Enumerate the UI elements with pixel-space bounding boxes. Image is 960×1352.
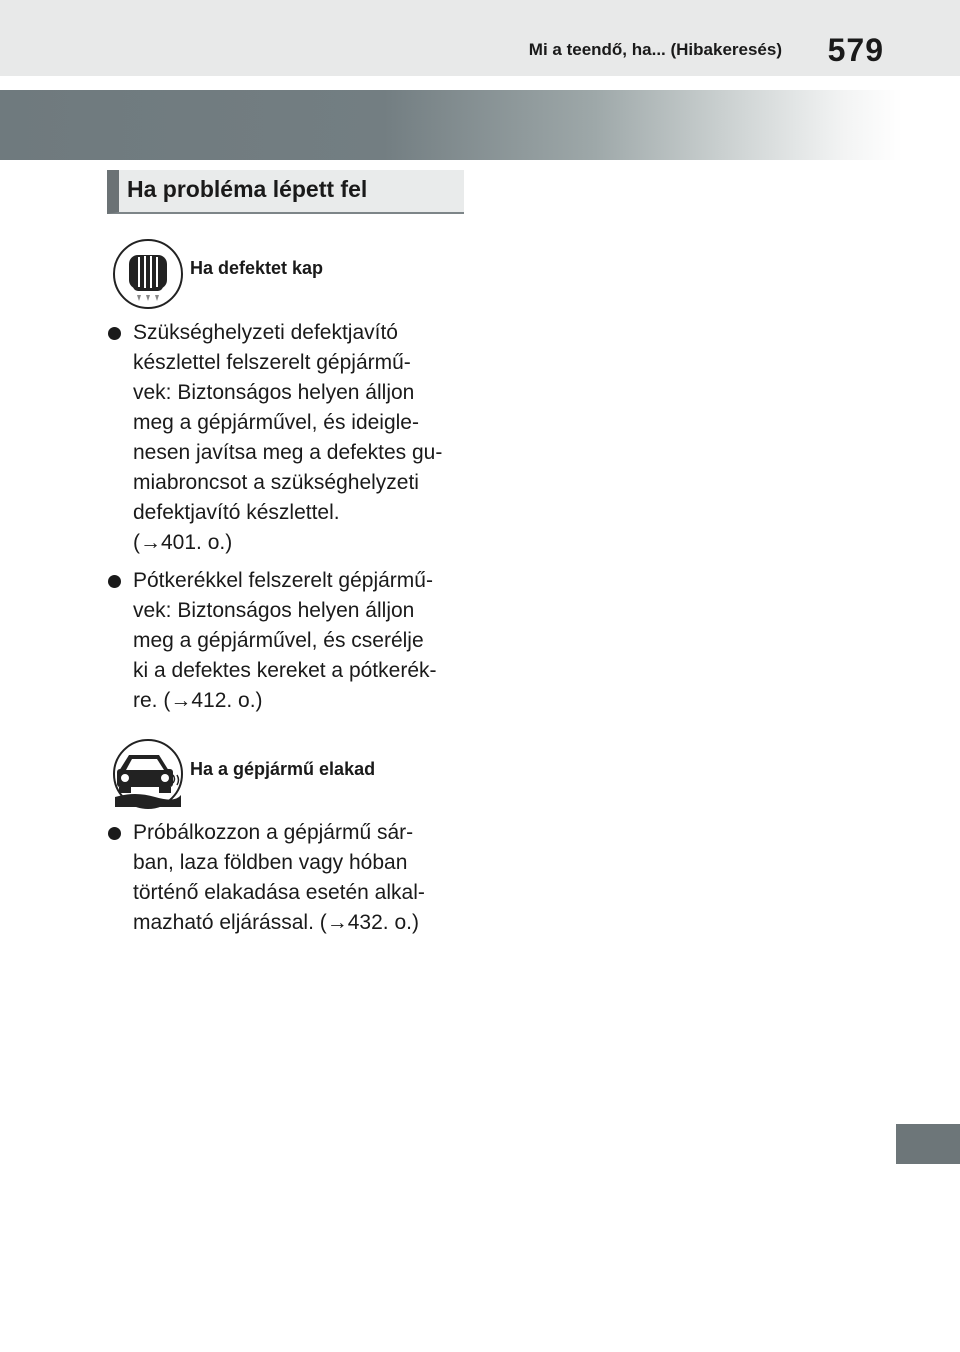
text-line: defektjavító készlettel. — [133, 501, 340, 524]
text-line: Próbálkozzon a gépjármű sár- — [133, 821, 414, 844]
text-line: ki a defektes kereket a pótkerék- — [133, 659, 437, 682]
chapter-tab[interactable] — [896, 1124, 960, 1164]
page-reference: (→401. o.) — [133, 531, 233, 554]
text-line: mazható eljárással. (→432. o.) — [133, 911, 419, 934]
text-line: meg a gépjárművel, és ideigle- — [133, 411, 419, 434]
flat-tire-heading: Ha defektet kap — [190, 258, 324, 278]
text-line: Szükséghelyzeti defektjavító — [133, 321, 398, 344]
bullet-text — [133, 318, 468, 558]
section-heading — [107, 170, 464, 214]
page-number: 579 — [827, 32, 884, 68]
text-line: nesen javítsa meg a defektes gu- — [133, 441, 443, 464]
stuck-vehicle-icon — [113, 739, 183, 809]
bullet-dot — [108, 327, 121, 340]
text-line: vek: Biztonságos helyen álljon — [133, 381, 415, 404]
bullet-text — [133, 818, 468, 938]
flat-tire-icon — [113, 239, 183, 309]
text-line: miabroncsot a szükséghelyzeti — [133, 471, 419, 494]
text-line: készlettel felszerelt gépjármű- — [133, 351, 411, 374]
bullet-text — [133, 566, 468, 716]
text-line: Pótkerékkel felszerelt gépjármű- — [133, 569, 433, 592]
text-line: ban, laza földben vagy hóban — [133, 851, 408, 874]
text-line: meg a gépjárművel, és cserélje — [133, 629, 424, 652]
stuck-vehicle-heading: Ha a gépjármű elakad — [190, 759, 376, 779]
header-band — [0, 0, 960, 76]
header-title: Mi a teendő, ha... (Hibakeresés) — [528, 40, 782, 59]
text-line: történő elakadása esetén alkal- — [133, 881, 425, 904]
text-line: vek: Biztonságos helyen álljon — [133, 599, 415, 622]
bullet-dot — [108, 575, 121, 588]
bullet-dot — [108, 827, 121, 840]
section-heading-text: Ha probléma lépett fel — [127, 176, 368, 202]
chapter-band — [0, 90, 960, 160]
text-line: re. (→412. o.) — [133, 689, 263, 712]
